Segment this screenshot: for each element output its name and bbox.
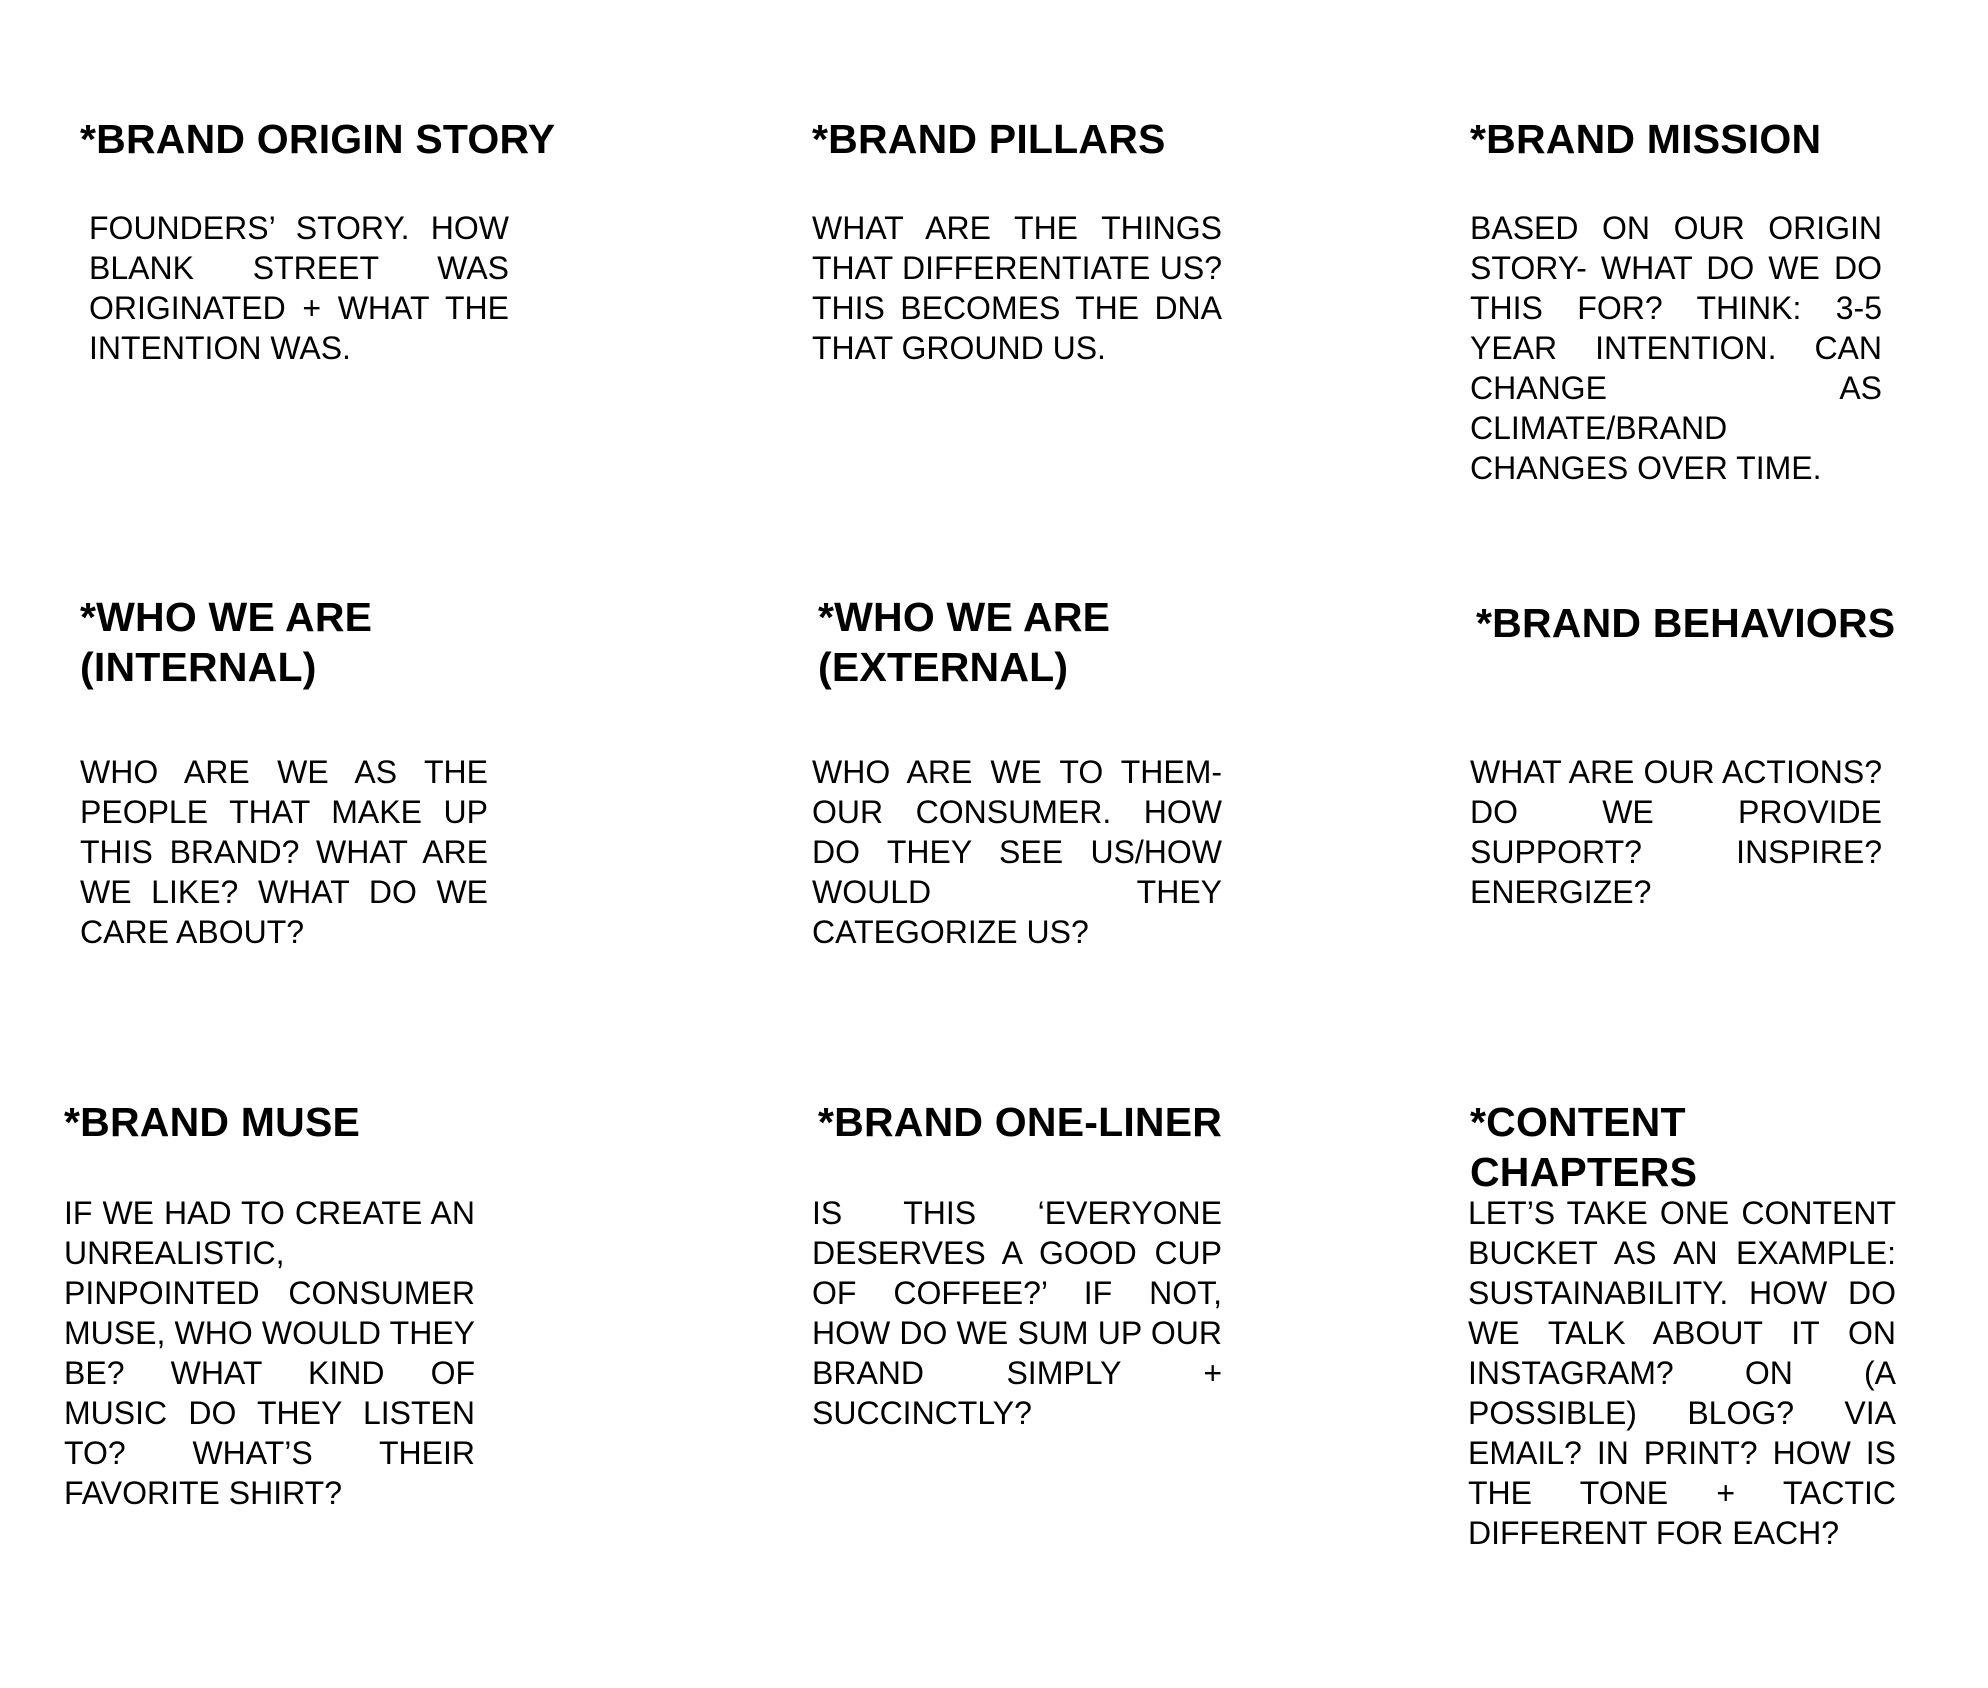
section-title: *BRAND PILLARS [812,116,1166,162]
section-brand-origin-story [80,114,556,366]
section-body: LET’S TAKE ONE CONTENT BUCKET AS AN EXAMPLE: SUSTAINABILITY. HOW DO WE TALK ABOUT IT ON INSTAGRAM? ON (A POSSIBLE) BLOG? VIA EMAIL? IN PRINT? HOW IS THE TONE + TACTIC DIFFERENT FOR EACH? [1468,1195,1896,1551]
section-brand-muse [64,1097,475,1511]
section-title: *WHO WE ARE (INTERNAL) [80,594,373,690]
section-body: WHAT ARE THE THINGS THAT DIFFERENTIATE US? THIS BECOMES THE DNA THAT GROUND US. [812,210,1222,366]
section-body: WHO ARE WE AS THE PEOPLE THAT MAKE UP THIS BRAND? WHAT ARE WE LIKE? WHAT DO WE CARE ABOUT? [80,754,488,950]
section-title: *BRAND MISSION [1470,116,1822,162]
section-title: *BRAND ONE-LINER [818,1099,1223,1145]
section-brand-behaviors [1470,598,1896,910]
section-body: IS THIS ‘EVERYONE DESERVES A GOOD CUP OF COFFEE?’ IF NOT, HOW DO WE SUM UP OUR BRAND SIMPLY + SUCCINCTLY? [812,1195,1222,1431]
section-content-chapters [1468,1097,1896,1551]
section-brand-mission [1470,114,1882,486]
section-title: *BRAND MUSE [64,1099,361,1145]
section-who-we-are-external [812,592,1238,950]
section-body: WHO ARE WE TO THEM- OUR CONSUMER. HOW DO THEY SEE US/HOW WOULD THEY CATEGORIZE US? [812,754,1222,950]
section-body: IF WE HAD TO CREATE AN UNREALISTIC, PINPOINTED CONSUMER MUSE, WHO WOULD THEY BE? WHAT KIND OF MUSIC DO THEY LISTEN TO? WHAT’S THEIR FAVORITE SHIRT? [64,1195,475,1511]
section-who-we-are-internal [80,592,500,950]
section-title: *BRAND ORIGIN STORY [80,116,556,162]
section-body: FOUNDERS’ STORY. HOW BLANK STREET WAS ORIGINATED + WHAT THE INTENTION WAS. [89,210,509,366]
section-body: BASED ON OUR ORIGIN STORY- WHAT DO WE DO THIS FOR? THINK: 3-5 YEAR INTENTION. CAN CHANGE AS CLIMATE/BRAND CHANGES OVER TIME. [1470,210,1882,486]
section-body: WHAT ARE OUR ACTIONS? DO WE PROVIDE SUPPORT? INSPIRE? ENERGIZE? [1470,754,1882,910]
section-brand-one-liner [812,1097,1223,1431]
section-title: *BRAND BEHAVIORS [1476,600,1896,646]
section-title: *WHO WE ARE (EXTERNAL) [818,594,1111,690]
section-brand-pillars [812,114,1222,366]
section-title: *CONTENT CHAPTERS [1470,1099,1698,1195]
